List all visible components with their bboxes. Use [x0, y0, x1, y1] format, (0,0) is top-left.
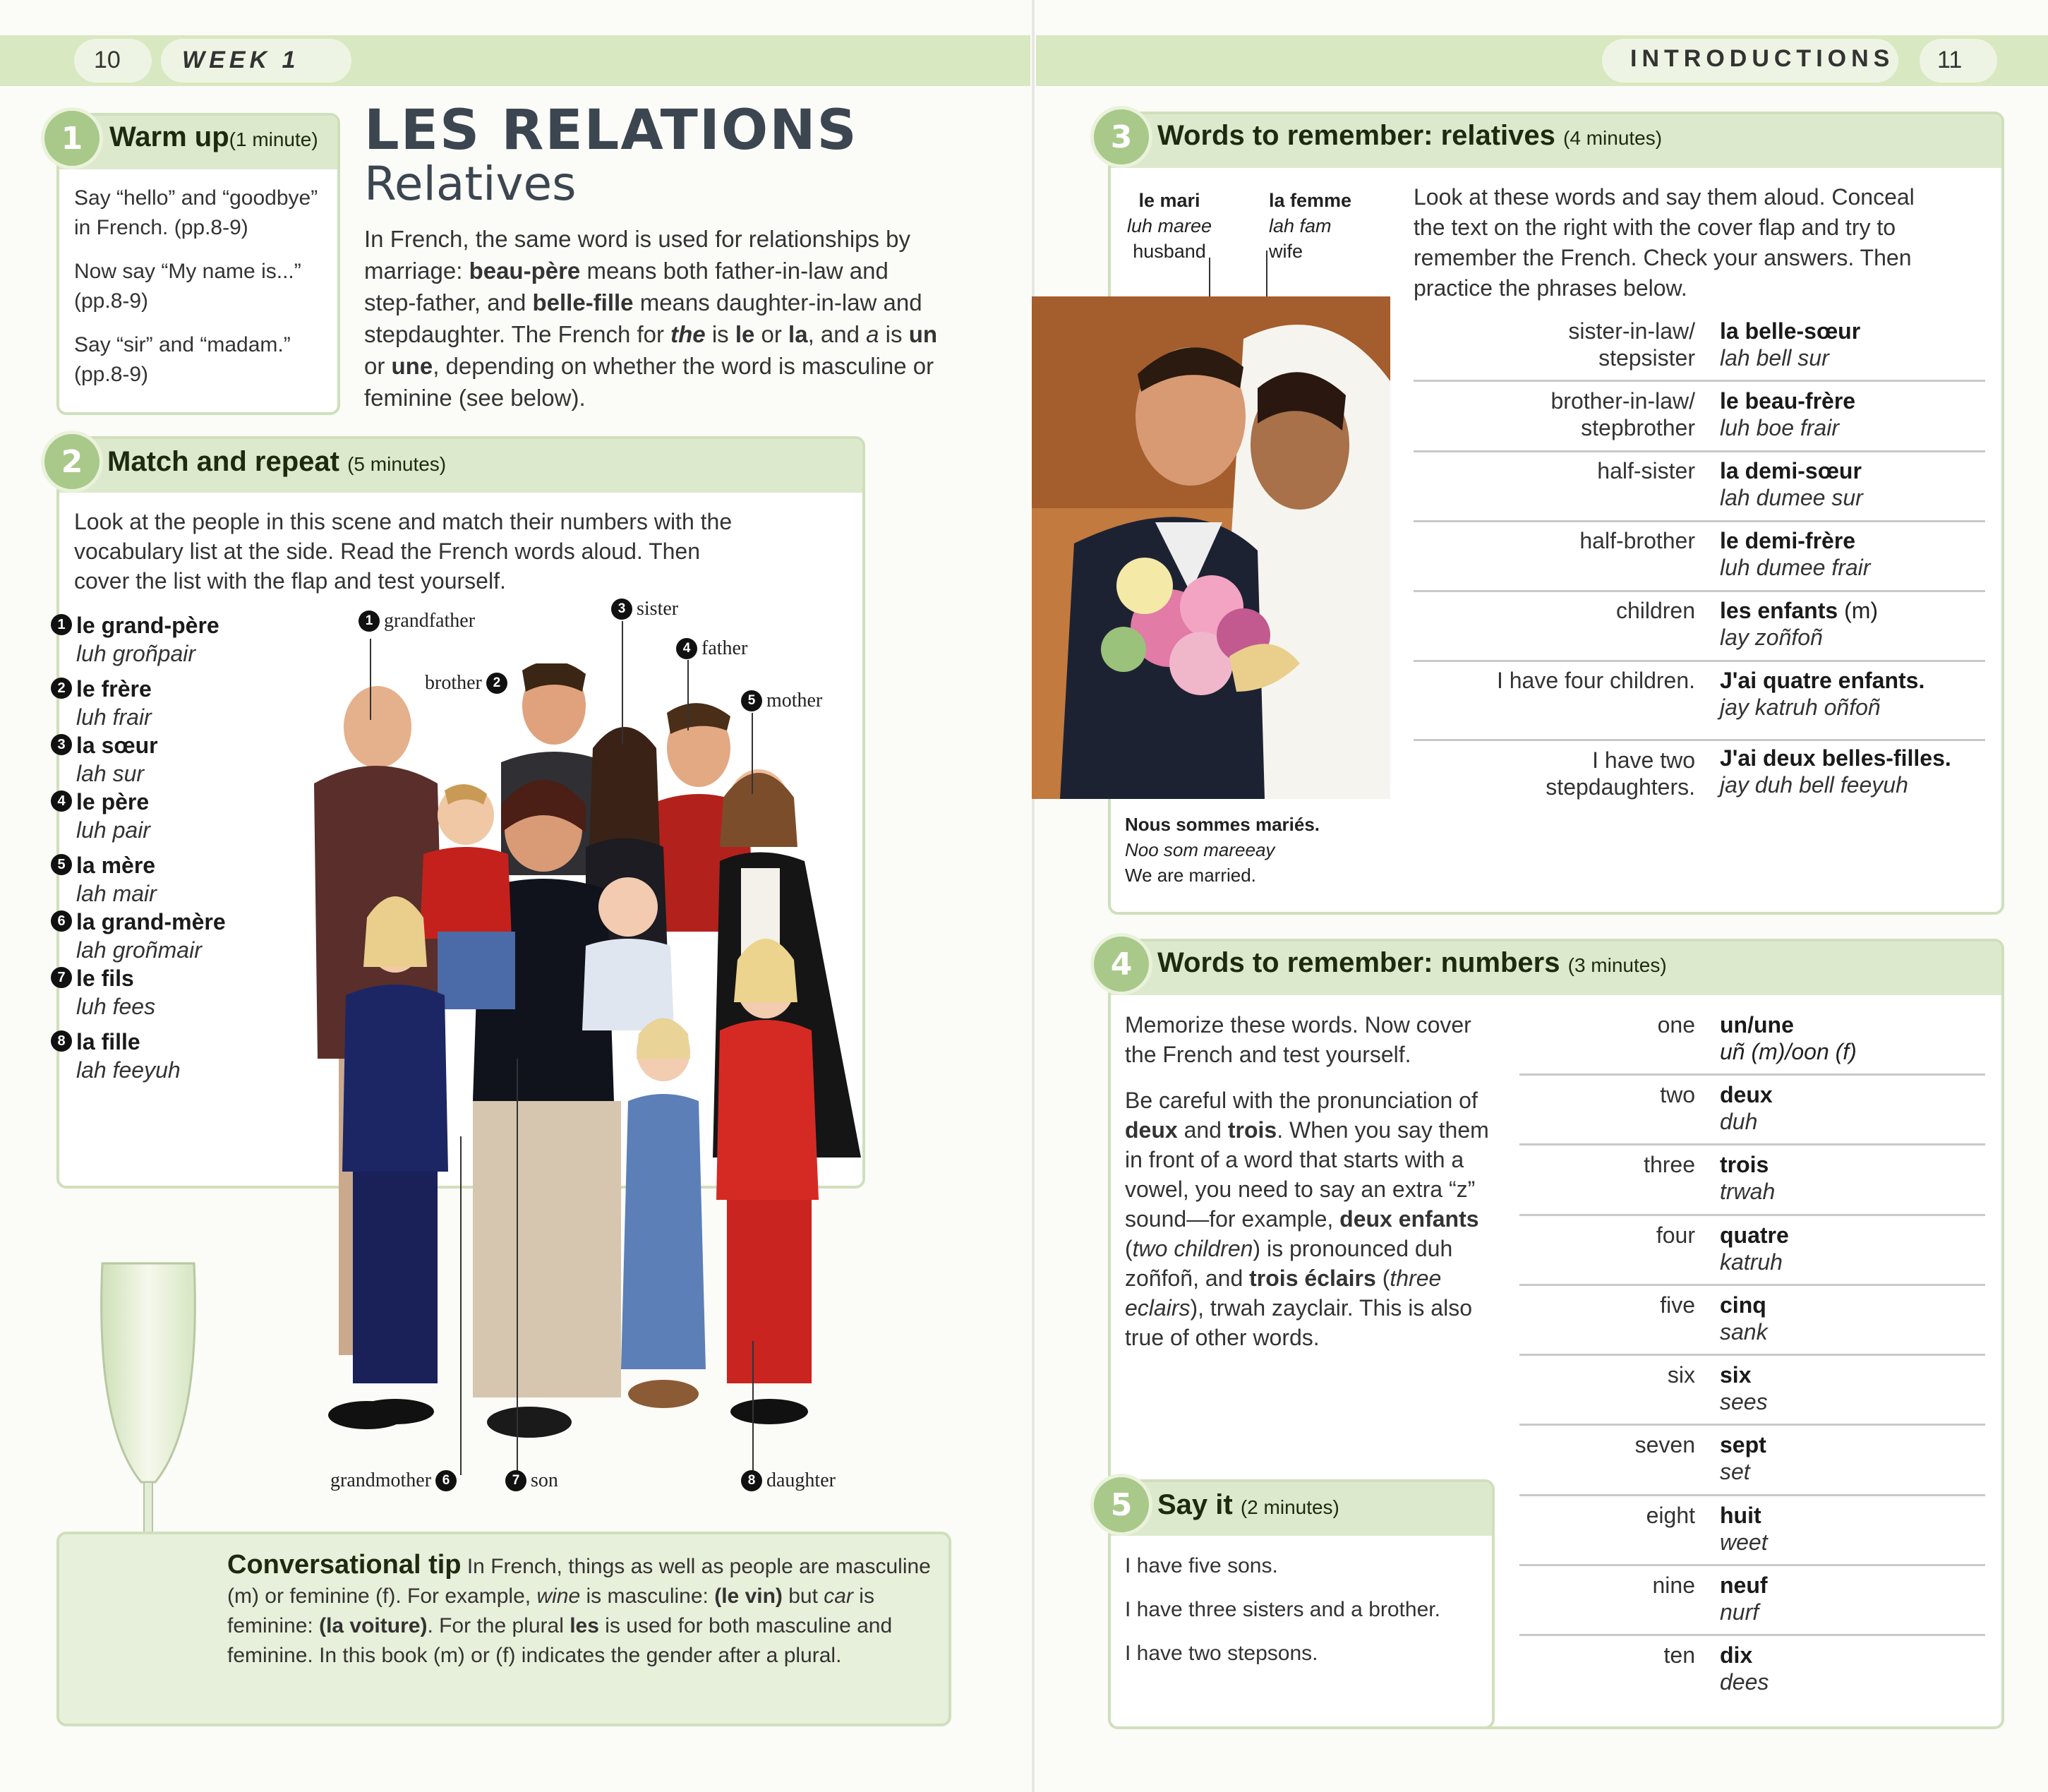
numbers-divider-3	[1519, 1214, 1985, 1216]
relatives-row-7-fr: J'ai deux belles-filles.	[1720, 745, 1951, 771]
relatives-row-6-fr: J'ai quatre enfants.	[1720, 668, 1925, 693]
intro-text-1: In French, the same word is used for relationships by marriage:	[364, 226, 911, 284]
vocab-french-8: la fille	[76, 1029, 140, 1054]
vocab-number-2: 2	[51, 678, 72, 699]
number-row-7-english: seven	[1634, 1432, 1695, 1457]
wife-caption	[1269, 188, 1368, 264]
relatives-divider-2	[1414, 450, 1985, 452]
vocab-number-5: 5	[51, 854, 72, 875]
daughter-leader	[752, 1341, 754, 1475]
vocab-pron-4: luh pair	[76, 817, 150, 843]
tip-text-3: but	[782, 1584, 824, 1608]
numbers-note-5: ) is pronounced duh zoñfoñ, and	[1125, 1236, 1453, 1291]
intro-text-8: or	[364, 353, 392, 379]
husband-caption	[1124, 188, 1215, 264]
label-father	[676, 637, 747, 660]
number-row-3-english: three	[1644, 1152, 1695, 1177]
label-grandfather-text: grandfather	[384, 610, 476, 632]
label-brother-number: 2	[486, 673, 507, 694]
number-row-7-french	[1720, 1431, 1766, 1485]
label-sister-number: 3	[611, 599, 632, 620]
number-row-5-french	[1720, 1292, 1768, 1345]
relatives-row-3-french	[1720, 457, 1863, 511]
number-row-2-fr: deux	[1720, 1082, 1773, 1107]
relatives-row-1-english-1: sister-in-law/	[1568, 318, 1695, 344]
warmup-line-1: Say “hello” and “goodbye” in French. (pp.8-9)	[74, 186, 318, 239]
numbers-note-italic-1: two children	[1132, 1236, 1253, 1261]
page-title: LES RELATIONS	[364, 99, 858, 162]
number-row-7-pron: set	[1720, 1459, 1750, 1484]
intro-bold-5: un	[908, 321, 938, 347]
relatives-row-6-french	[1720, 667, 1924, 721]
numbers-pronunciation-note	[1125, 1086, 1506, 1352]
numbers-note-4: (	[1125, 1236, 1133, 1261]
relatives-row-2-english	[1411, 387, 1695, 441]
intro-italic-1: the	[670, 321, 706, 347]
number-row-2-pron: duh	[1720, 1109, 1758, 1134]
sayit-line-3: I have two stepsons.	[1125, 1642, 1318, 1665]
number-row-9-pron: nurf	[1720, 1599, 1759, 1625]
number-row-5-english: five	[1660, 1292, 1695, 1318]
tip-text-4: is feminine:	[227, 1584, 874, 1637]
warmup-title	[109, 121, 318, 153]
number-row-1-pron: uñ (m)/oon (f)	[1720, 1039, 1857, 1064]
week-label: WEEK 1	[182, 47, 300, 73]
label-mother	[741, 690, 822, 712]
vocab-french-4: le père	[76, 789, 150, 814]
vocab-french-7: le fils	[76, 966, 134, 991]
vocab-item-2	[57, 675, 152, 731]
vocab-french-5: la mère	[76, 853, 156, 878]
vocab-pron-2: luh frair	[76, 704, 152, 730]
right-page-number: 11	[1937, 47, 1963, 73]
relatives-minutes: (4 minutes)	[1563, 127, 1663, 149]
vocab-item-5	[57, 851, 157, 908]
label-grandfather-number: 1	[359, 611, 380, 632]
vocab-pron-6: lah groñmair	[76, 937, 202, 963]
label-son	[505, 1469, 558, 1492]
relatives-row-5-fr-extra: (m)	[1838, 598, 1879, 623]
number-row-6-french	[1720, 1361, 1768, 1415]
label-son-text: son	[531, 1469, 558, 1491]
relatives-divider-3	[1414, 520, 1985, 522]
tip-text	[227, 1550, 933, 1671]
relatives-row-2-french	[1720, 387, 1855, 441]
number-row-2-french	[1720, 1081, 1773, 1135]
relatives-row-5-fr: les enfants	[1720, 598, 1838, 623]
relatives-row-1-english	[1411, 318, 1695, 371]
label-grandmother	[330, 1469, 457, 1492]
label-grandfather	[359, 610, 475, 632]
number-row-8-french	[1720, 1502, 1768, 1556]
match-title	[107, 446, 446, 478]
grandfather-leader	[370, 639, 371, 720]
relatives-title	[1157, 120, 1662, 152]
match-minutes: (5 minutes)	[347, 453, 447, 475]
number-row-9-french	[1720, 1572, 1768, 1625]
intro-text-9: , depending on whether the word is masculine or feminine (see below).	[364, 353, 934, 411]
vocab-item-1	[57, 611, 219, 668]
numbers-note-bold-4: trois éclairs	[1249, 1265, 1376, 1291]
label-daughter-number: 8	[741, 1470, 762, 1491]
relatives-row-4-english-1: half-brother	[1579, 528, 1695, 553]
number-row-4-french	[1720, 1222, 1789, 1275]
tip-italic-1: wine	[536, 1584, 581, 1608]
label-sister-text: sister	[637, 598, 679, 620]
relatives-row-7-english-2: stepdaughters.	[1546, 774, 1695, 800]
wife-english: wife	[1269, 241, 1303, 262]
label-grandmother-text: grandmother	[330, 1469, 432, 1491]
relatives-row-4-french	[1720, 527, 1870, 581]
number-row-4-english: four	[1656, 1222, 1695, 1248]
vocab-number-8: 8	[51, 1030, 72, 1052]
number-row-1-english: one	[1657, 1012, 1695, 1038]
relatives-row-1-english-2: stepsister	[1598, 345, 1695, 371]
tip-bold-2: (la voiture)	[319, 1614, 428, 1637]
warmup-line-2: Now say “My name is...” (pp.8-9)	[74, 260, 301, 313]
number-row-9-english: nine	[1652, 1572, 1695, 1598]
relatives-row-1-pron: lah bell sur	[1720, 345, 1829, 371]
number-row-3-french	[1720, 1151, 1775, 1205]
numbers-note-bold-1: deux	[1125, 1117, 1178, 1143]
label-brother-text: brother	[425, 672, 482, 694]
married-french: Nous sommes mariés.	[1125, 814, 1320, 835]
left-header-band	[0, 35, 1030, 86]
intro-italic-2: a	[866, 321, 879, 347]
sayit-title-text: Say it	[1157, 1489, 1233, 1520]
warmup-minutes: (1 minute)	[229, 128, 318, 150]
numbers-minutes: (3 minutes)	[1567, 954, 1667, 976]
relatives-divider-1	[1414, 380, 1985, 382]
numbers-title-text: Words to remember: numbers	[1157, 947, 1560, 978]
intro-bold-3: le	[735, 321, 755, 347]
vocab-item-3	[57, 731, 158, 788]
relatives-row-1-fr: la belle-sœur	[1720, 318, 1861, 344]
label-grandmother-number: 6	[435, 1470, 457, 1491]
vocab-number-6: 6	[51, 910, 72, 932]
number-row-10-pron: dees	[1720, 1669, 1769, 1695]
vocab-french-2: le frère	[76, 676, 152, 702]
warmup-line-3: Say “sir” and “madam.” (pp.8-9)	[74, 333, 291, 386]
number-row-10-fr: dix	[1720, 1642, 1753, 1668]
numbers-intro: Memorize these words. Now cover the French and test yourself.	[1125, 1012, 1471, 1067]
relatives-row-7-english-1: I have two	[1592, 747, 1695, 773]
relatives-row-3-english-1: half-sister	[1597, 458, 1695, 483]
numbers-note-6: (	[1375, 1265, 1390, 1291]
tip-bold-3: les	[570, 1614, 599, 1637]
label-mother-text: mother	[766, 690, 823, 711]
number-row-9-fr: neuf	[1720, 1572, 1768, 1598]
relatives-row-6-english	[1411, 667, 1695, 694]
vocab-pron-5: lah mair	[76, 881, 157, 906]
numbers-note-1: Be careful with the pronunciation of	[1125, 1088, 1478, 1113]
relatives-divider-5	[1414, 660, 1985, 662]
number-row-10-english: ten	[1663, 1642, 1695, 1668]
family-photo	[296, 663, 882, 1454]
relatives-divider-4	[1414, 590, 1985, 592]
sayit-number-badge: 5	[1090, 1474, 1152, 1536]
numbers-number-badge: 4	[1090, 933, 1152, 995]
relatives-row-6-english-1: I have four children.	[1496, 668, 1695, 693]
relatives-row-5-french	[1720, 597, 1878, 651]
relatives-row-7-french	[1720, 745, 1951, 798]
number-row-3-fr: trois	[1720, 1152, 1769, 1177]
vocab-french-1: le grand-père	[76, 613, 219, 638]
sayit-line-1: I have five sons.	[1125, 1554, 1278, 1577]
numbers-note-3: . When you say them in front of a word that starts with a vowel, you need to say an extra “z” sound—for example,	[1125, 1117, 1489, 1232]
numbers-note-bold-2: trois	[1227, 1117, 1277, 1143]
relatives-row-7-english	[1411, 747, 1695, 800]
vocab-number-4: 4	[51, 790, 72, 812]
intro-bold-1: beau-père	[469, 258, 581, 284]
left-page-number: 10	[94, 47, 121, 73]
number-row-8-pron: weet	[1720, 1529, 1768, 1555]
number-row-1-fr: un/une	[1720, 1012, 1794, 1038]
relatives-row-2-english-1: brother-in-law/	[1550, 388, 1695, 414]
husband-english: husband	[1133, 241, 1206, 262]
intro-bold-2: belle-fille	[532, 289, 634, 315]
match-title-text: Match and repeat	[107, 446, 339, 477]
vocab-pron-3: lah sur	[76, 761, 145, 786]
relatives-row-5-english	[1411, 597, 1695, 624]
label-daughter	[741, 1469, 836, 1492]
relatives-row-1-french	[1720, 318, 1860, 371]
relatives-row-3-fr: la demi-sœur	[1720, 458, 1862, 483]
numbers-divider-7	[1519, 1494, 1985, 1496]
relatives-row-6-pron: jay katruh oñfoñ	[1720, 694, 1881, 720]
husband-french: le mari	[1138, 190, 1200, 211]
relatives-row-4-fr: le demi-frère	[1720, 528, 1856, 553]
relatives-row-4-pron: luh dumee frair	[1720, 555, 1871, 580]
relatives-row-4-english	[1411, 527, 1695, 554]
intro-text-2: means both father-in-law and step-father, and	[364, 258, 889, 315]
vocab-pron-8: lah feeyuh	[76, 1057, 181, 1083]
married-english: We are married.	[1125, 865, 1256, 886]
relatives-row-3-pron: lah dumee sur	[1720, 485, 1863, 510]
number-row-4-fr: quatre	[1720, 1222, 1789, 1248]
number-row-10-french	[1720, 1642, 1769, 1695]
intro-text-7: is	[879, 321, 909, 347]
numbers-divider-9	[1519, 1634, 1985, 1636]
tip-bold-1: (le vin)	[714, 1584, 783, 1608]
numbers-note-7: ), trwah zayclair. This is also true of other words.	[1125, 1295, 1472, 1350]
vocab-item-7	[57, 964, 156, 1021]
sayit-title	[1157, 1489, 1339, 1521]
numbers-divider-1	[1519, 1074, 1985, 1076]
number-row-3-pron: trwah	[1720, 1179, 1776, 1204]
relatives-row-3-english	[1411, 457, 1695, 484]
relatives-row-5-pron: lay zoñfoñ	[1720, 625, 1823, 650]
intro-text-4: is	[705, 321, 735, 347]
wedding-photo	[1032, 296, 1390, 799]
vocab-number-7: 7	[51, 967, 72, 988]
intro-bold-6: une	[391, 353, 433, 379]
match-instructions: Look at the people in this scene and match their numbers with the vocabulary list at the side. Read the French words aloud. Then cover the list with the flap and test yourself.	[74, 509, 733, 594]
tip-text-6: is used for both masculine and feminine. In this book (m) or (f) indicates the gender after a plural.	[227, 1614, 893, 1667]
number-row-2-english: two	[1660, 1082, 1695, 1107]
warmup-title-text: Warm up	[109, 121, 229, 152]
label-mother-number: 5	[741, 690, 762, 711]
relatives-row-7-pron: jay duh bell feeyuh	[1720, 772, 1908, 798]
vocab-pron-7: luh fees	[76, 994, 156, 1019]
number-row-6-pron: sees	[1720, 1389, 1768, 1414]
numbers-divider-2	[1519, 1143, 1985, 1145]
page-gutter	[1032, 0, 1035, 1792]
relatives-number-badge: 3	[1090, 106, 1152, 168]
husband-pron: luh maree	[1126, 215, 1212, 236]
number-row-1-french	[1720, 1011, 1857, 1065]
number-row-6-fr: six	[1720, 1362, 1752, 1388]
numbers-title	[1157, 947, 1667, 979]
vocab-number-3: 3	[51, 734, 72, 755]
numbers-note-2: and	[1177, 1117, 1228, 1143]
vocab-number-1: 1	[51, 614, 72, 635]
number-row-5-fr: cinq	[1720, 1292, 1766, 1318]
sister-leader	[622, 621, 623, 745]
vocab-item-6	[57, 908, 226, 964]
intro-paragraph	[364, 223, 943, 414]
numbers-divider-4	[1519, 1284, 1985, 1286]
vocab-item-8	[57, 1028, 181, 1084]
sayit-line-2: I have three sisters and a brother.	[1125, 1598, 1440, 1621]
tip-italic-2: car	[824, 1584, 853, 1608]
numbers-note-italic-2: three eclairs	[1125, 1265, 1442, 1321]
relatives-row-5-english-1: children	[1615, 598, 1695, 623]
tip-text-2: is masculine:	[580, 1584, 715, 1608]
warmup-number-badge: 1	[41, 107, 103, 169]
grandmother-leader	[460, 1136, 462, 1475]
vocab-pron-1: luh groñpair	[76, 641, 195, 666]
tip-text-1: In French, things as well as people are masculine (m) or feminine (f). For example,	[227, 1555, 931, 1608]
label-father-text: father	[701, 637, 748, 659]
numbers-note-bold-3: deux enfants	[1339, 1206, 1479, 1232]
intro-text-6: , and	[807, 321, 867, 347]
wife-pron: lah fam	[1269, 215, 1332, 236]
father-leader	[687, 660, 689, 730]
tip-title: Conversational tip	[227, 1550, 462, 1580]
relatives-instructions: Look at these words and say them aloud. Conceal the text on the right with the cover flap and try to remember the French. Check your answers. Then practice the phrases below.	[1414, 184, 1915, 301]
intro-bold-4: la	[788, 321, 808, 347]
match-number-badge: 2	[41, 431, 103, 493]
vocab-french-6: la grand-mère	[76, 909, 226, 934]
section-label: INTRODUCTIONS	[1630, 45, 1895, 72]
tip-text-5: . For the plural	[427, 1614, 570, 1637]
vocab-french-3: la sœur	[76, 733, 158, 758]
relatives-divider-6	[1414, 739, 1985, 741]
relatives-row-2-fr: le beau-frère	[1720, 388, 1856, 414]
married-caption	[1125, 812, 1379, 888]
married-pron: Noo som mareeay	[1125, 839, 1275, 860]
label-father-number: 4	[676, 638, 697, 659]
mother-leader	[752, 713, 753, 794]
sayit-minutes: (2 minutes)	[1240, 1496, 1339, 1518]
page-subtitle: Relatives	[364, 157, 577, 211]
numbers-divider-8	[1519, 1564, 1985, 1566]
number-row-6-english: six	[1667, 1362, 1695, 1388]
intro-text-3: means daughter-in-law and stepdaughter. The French for	[364, 289, 922, 347]
intro-text-5: or	[754, 321, 789, 347]
number-row-8-english: eight	[1646, 1503, 1695, 1528]
label-sister	[611, 598, 678, 620]
number-row-8-fr: huit	[1720, 1503, 1761, 1528]
relatives-row-2-pron: luh boe frair	[1720, 415, 1839, 440]
number-row-5-pron: sank	[1720, 1319, 1768, 1345]
vocab-item-4	[57, 788, 150, 844]
relatives-row-2-english-2: stepbrother	[1581, 415, 1695, 440]
label-daughter-text: daughter	[766, 1469, 836, 1491]
wife-french: la femme	[1269, 190, 1352, 211]
number-row-4-pron: katruh	[1720, 1249, 1783, 1275]
label-brother	[425, 672, 507, 694]
number-row-7-fr: sept	[1720, 1432, 1766, 1457]
label-son-number: 7	[505, 1470, 526, 1491]
numbers-divider-6	[1519, 1424, 1985, 1426]
numbers-divider-5	[1519, 1354, 1985, 1356]
son-leader	[517, 1059, 518, 1475]
relatives-title-text: Words to remember: relatives	[1157, 120, 1555, 151]
